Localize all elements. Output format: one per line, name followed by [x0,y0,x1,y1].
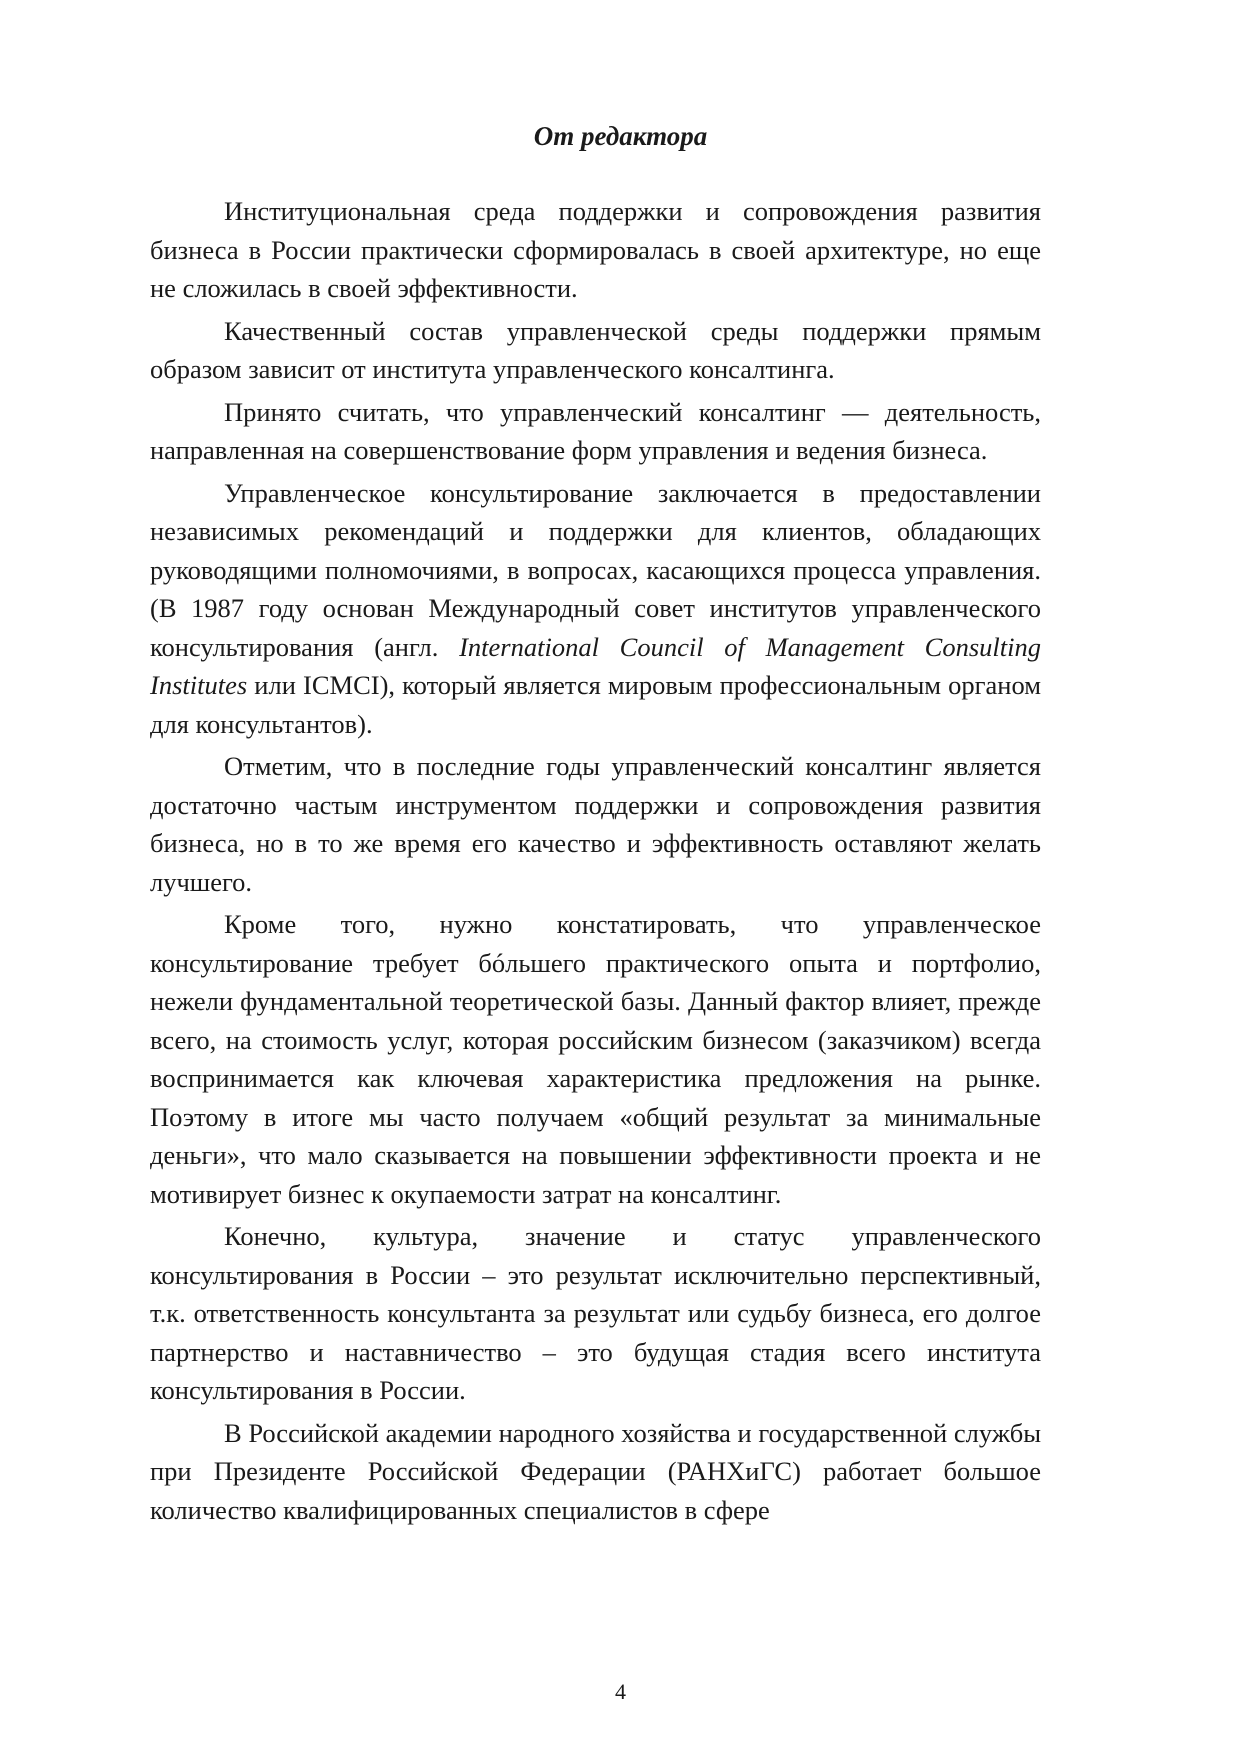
paragraph-1: Институциональная среда поддержки и сопровождения развития бизнеса в России практически сформировалась в своей архитектуре, но еще не сложилась в своей эффективности. [150,196,1041,303]
paragraph-4-text-after: или ICMCI), который является мировым профессиональным органом для консультантов). [150,670,1041,739]
paragraph-4 [150,474,1041,744]
paragraph-3: Принято считать, что управленческий консалтинг — деятельность, направленная на совершенствование форм управления и ведения бизнеса. [150,396,1041,465]
paragraph-2: Качественный состав управленческой среды поддержки прямым образом зависит от института управленческого консалтинга. [150,315,1041,384]
paragraph-8: В Российской академии народного хозяйства и государственной службы при Президенте Российской Федерации (РАНХиГС) работает большое количество квалифицированных специалистов в сфере [150,1417,1041,1525]
page-number: 4 [615,1679,626,1704]
body-text [150,192,1041,1533]
paragraph-4-english-name: International Council of Management Consulting Institutes [150,631,1041,700]
paragraph-4-text-before: Управленческое консультирование заключается в предоставлении независимых рекомендаций и поддержки для клиентов, обладающих руководящими полномочиями, в вопросах, касающихся процесса управления. (В 1987 году основан Международный совет институтов управленческого консультирования (англ. [150,477,1041,662]
paragraph-5: Отметим, что в последние годы управленческий консалтинг является достаточно частым инструментом поддержки и сопровождения развития бизнеса, но в то же время его качество и эффективность оставляют желать лучшего. [150,751,1041,897]
page-title: От редактора [533,121,708,151]
paragraph-6: Кроме того, нужно констатировать, что управленческое консультирование требует бóльшего практического опыта и портфолио, нежели фундаментальной теоретической базы. Данный фактор влияет, прежде всего, на стоимость услуг, которая российским бизнесом (заказчиком) всегда воспринимается как ключевая характеристика предложения на рынке. Поэтому в итоге мы часто получаем «общий результат за минимальные деньги», что мало сказывается на повышении эффективности проекта и не мотивирует бизнес к окупаемости затрат на консалтинг. [150,909,1041,1209]
paragraph-7: Конечно, культура, значение и статус управленческого консультирования в России – это результат исключительно перспективный, т.к. ответственность консультанта за результат или судьбу бизнеса, его долгое партнерство и наставничество – это будущая стадия всего института консультирования в России. [150,1221,1041,1405]
